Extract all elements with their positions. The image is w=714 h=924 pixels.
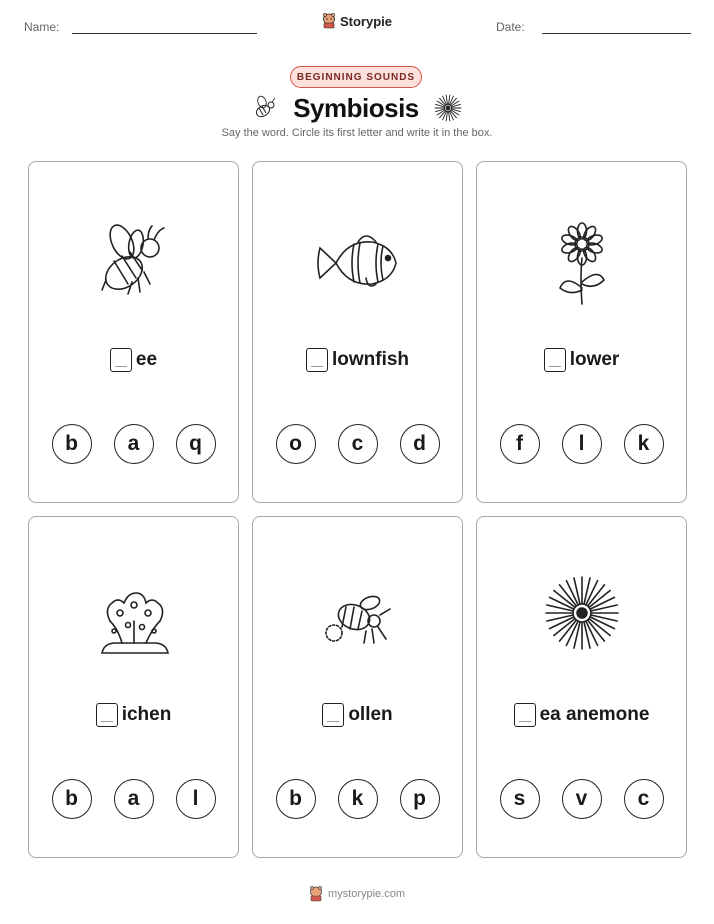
letter-options xyxy=(253,779,462,819)
word-row xyxy=(29,348,238,372)
clownfish-icon xyxy=(308,218,408,308)
letter-option[interactable]: f xyxy=(500,424,540,464)
answer-box[interactable] xyxy=(322,703,344,727)
word-ending: ichen xyxy=(121,704,172,725)
letter-option[interactable]: a xyxy=(114,779,154,819)
letter-option[interactable]: o xyxy=(276,424,316,464)
card-lichen xyxy=(28,516,239,858)
letter-option[interactable]: c xyxy=(624,779,664,819)
word-row xyxy=(253,348,462,372)
page-title: Symbiosis xyxy=(293,92,419,123)
answer-box[interactable] xyxy=(110,348,132,372)
answer-box[interactable] xyxy=(544,348,566,372)
letter-option[interactable]: l xyxy=(562,424,602,464)
title-row xyxy=(0,90,714,126)
letter-options xyxy=(477,779,686,819)
card-sea-anemone xyxy=(476,516,687,858)
word-ending: ollen xyxy=(348,704,393,725)
letter-option[interactable]: k xyxy=(338,779,378,819)
letter-option[interactable]: v xyxy=(562,779,602,819)
name-field[interactable] xyxy=(72,33,257,34)
letter-option[interactable]: s xyxy=(500,779,540,819)
letter-option[interactable]: a xyxy=(114,424,154,464)
bee-icon xyxy=(84,218,184,308)
name-label: Name: xyxy=(24,20,60,34)
word-row xyxy=(29,703,238,727)
word-ending: lower xyxy=(569,349,620,370)
topic-badge: BEGINNING SOUNDS xyxy=(290,66,422,88)
letter-option[interactable]: q xyxy=(176,424,216,464)
letter-option[interactable]: l xyxy=(176,779,216,819)
word-ending: ee xyxy=(135,349,158,370)
word-row xyxy=(253,703,462,727)
answer-box[interactable] xyxy=(96,703,118,727)
letter-option[interactable]: c xyxy=(338,424,378,464)
storypie-logo-icon xyxy=(322,13,336,29)
lichen-icon xyxy=(84,573,184,663)
footer-url: mystorypie.com xyxy=(327,888,406,900)
letter-option[interactable]: b xyxy=(276,779,316,819)
letter-option[interactable]: p xyxy=(400,779,440,819)
word-ending: ea anemone xyxy=(539,704,650,725)
pollen-bee-icon xyxy=(308,573,408,663)
footer xyxy=(0,886,714,902)
brand-name: Storypie xyxy=(339,13,392,29)
bee-icon xyxy=(251,94,279,122)
storypie-logo-icon xyxy=(309,886,323,902)
letter-options xyxy=(253,424,462,464)
flower-icon xyxy=(532,218,632,308)
brand xyxy=(0,13,714,29)
letter-options xyxy=(29,779,238,819)
letter-option[interactable]: b xyxy=(52,424,92,464)
word-row xyxy=(477,348,686,372)
letter-options xyxy=(29,424,238,464)
date-field[interactable] xyxy=(542,33,691,34)
word-ending: lownfish xyxy=(331,349,410,370)
card-bee xyxy=(28,161,239,503)
letter-option[interactable]: d xyxy=(400,424,440,464)
date-label: Date: xyxy=(496,20,525,34)
answer-box[interactable] xyxy=(306,348,328,372)
letter-options xyxy=(477,424,686,464)
card-clownfish xyxy=(252,161,463,503)
instructions: Say the word. Circle its first letter and write it in the box. xyxy=(221,127,493,139)
word-row xyxy=(477,703,686,727)
sea-anemone-icon xyxy=(532,573,632,663)
sea-anemone-icon xyxy=(433,93,463,123)
card-flower xyxy=(476,161,687,503)
letter-option[interactable]: k xyxy=(624,424,664,464)
answer-box[interactable] xyxy=(514,703,536,727)
card-pollen xyxy=(252,516,463,858)
letter-option[interactable]: b xyxy=(52,779,92,819)
